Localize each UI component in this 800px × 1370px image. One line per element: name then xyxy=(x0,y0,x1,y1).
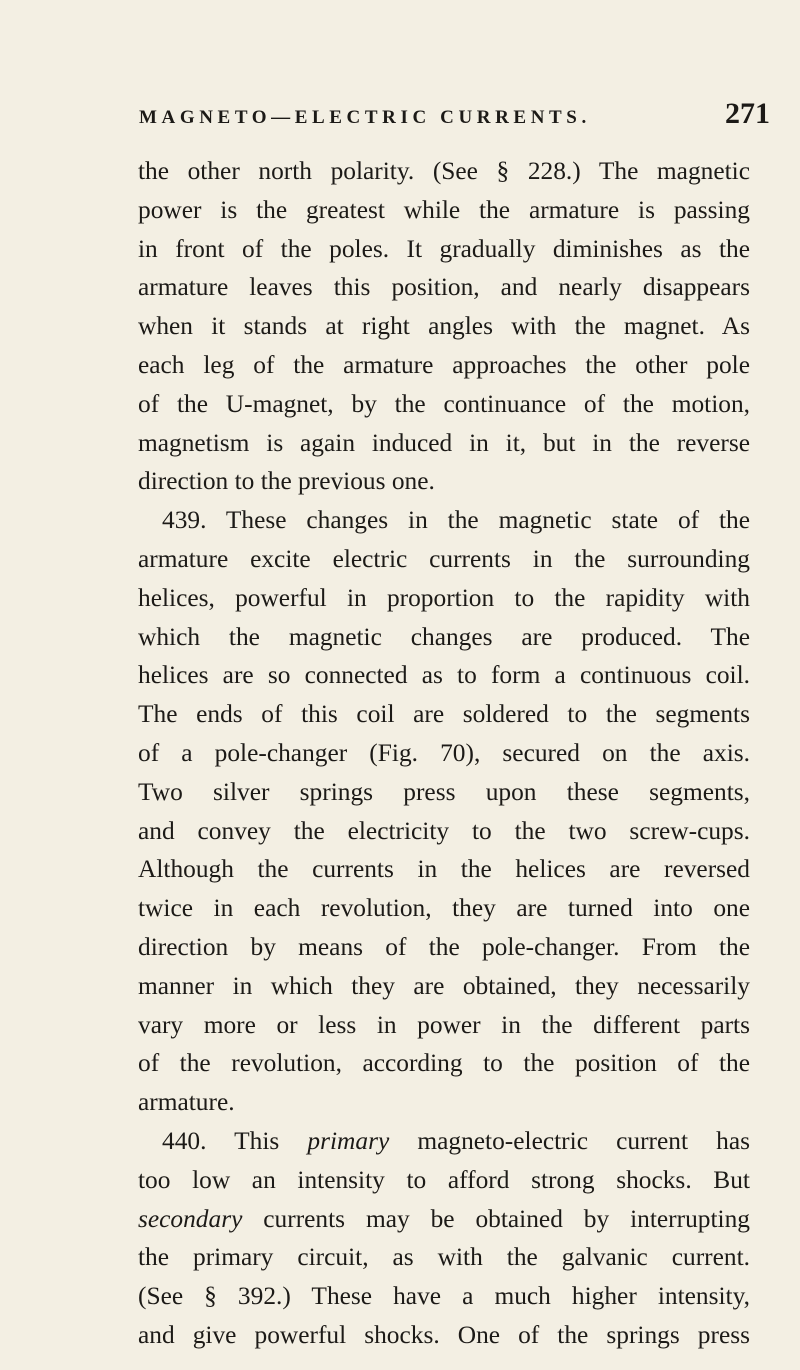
text-line: which the magnetic changes are produced. The xyxy=(138,622,750,651)
text-line: of the revolution, according to the position of the xyxy=(138,1049,750,1078)
text-segment: magneto-electric current has xyxy=(389,1126,750,1155)
text-line: power is the greatest while the armature is passing xyxy=(138,195,750,224)
text-line: of the U-magnet, by the continuance of the motion, xyxy=(138,389,750,418)
running-head xyxy=(139,97,779,137)
text-line: twice in each revolution, they are turned into one xyxy=(138,894,750,923)
text-line: each leg of the armature approaches the other pole xyxy=(138,350,750,379)
text-line: when it stands at right angles with the magnet. As xyxy=(138,312,750,341)
text-line: direction by means of the pole-changer. From the xyxy=(138,932,750,961)
text-line: helices are so connected as to form a continuous coil. xyxy=(138,661,750,690)
paragraph-439-start: 439. These changes in the magnetic state of the xyxy=(162,506,750,535)
paragraph-end-line: armature. xyxy=(138,1088,235,1117)
emphasized-word: secondary xyxy=(138,1204,243,1233)
text-line: the other north polarity. (See § 228.) The magnetic xyxy=(138,157,750,185)
text-line: and convey the electricity to the two screw-cups. xyxy=(138,816,750,845)
text-line: manner in which they are obtained, they necessarily xyxy=(138,971,750,1000)
running-title: MAGNETO—ELECTRIC CURRENTS. xyxy=(139,107,591,128)
body-text xyxy=(138,152,750,1355)
text-line: armature leaves this position, and nearly disappears xyxy=(138,273,750,302)
text-line: too low an intensity to afford strong shocks. But xyxy=(138,1165,750,1194)
text-segment: currents may be obtained by interrupting xyxy=(242,1204,750,1233)
text-line: armature excite electric currents in the surrounding xyxy=(138,544,750,573)
text-line: in front of the poles. It gradually diminishes as the xyxy=(138,234,750,263)
page-number: 271 xyxy=(725,97,770,130)
text-line: magnetism is again induced in it, but in the reverse xyxy=(138,428,750,457)
text-line: Although the currents in the helices are reversed xyxy=(138,855,750,884)
text-line: vary more or less in power in the different parts xyxy=(138,1010,750,1039)
text-segment: 440. This xyxy=(162,1126,308,1155)
text-line: of a pole-changer (Fig. 70), secured on the axis. xyxy=(138,738,750,767)
paragraph-440-start xyxy=(138,1122,750,1161)
text-line: the primary circuit, as with the galvanic current. xyxy=(138,1243,750,1272)
text-line: and give powerful shocks. One of the springs press xyxy=(138,1320,750,1349)
text-line xyxy=(138,1200,750,1239)
emphasized-word: primary xyxy=(307,1126,390,1155)
text-line: (See § 392.) These have a much higher intensity, xyxy=(138,1282,750,1311)
paragraph-end-line: direction to the previous one. xyxy=(138,467,435,496)
text-line: Two silver springs press upon these segments, xyxy=(138,777,750,806)
text-line: The ends of this coil are soldered to the segments xyxy=(138,700,750,729)
text-line: helices, powerful in proportion to the rapidity with xyxy=(138,583,750,612)
